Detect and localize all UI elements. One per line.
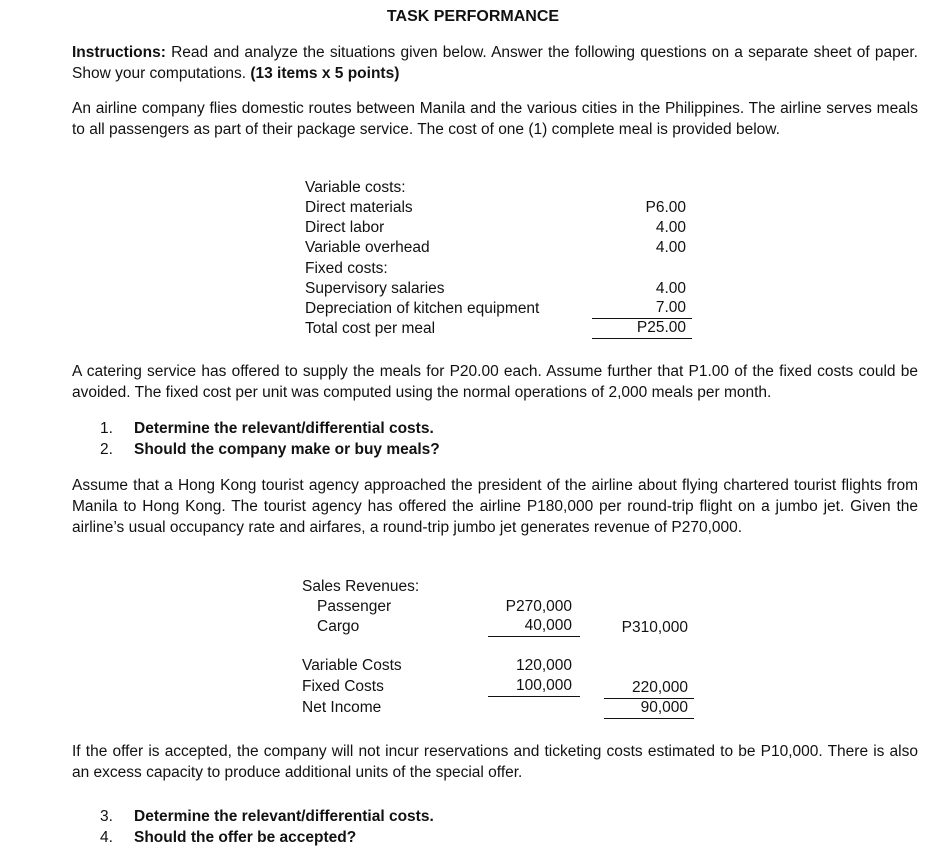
catering-paragraph: A catering service has offered to supply the meals for P20.00 each. Assume further that P1.00 of the fixed costs could be avoided. The fixed cost per unit was computed using the normal operations of 2,000 meals per month. [72,363,918,401]
costs-total-value [604,677,694,699]
question-item [100,418,440,439]
direct-labor-value: 4.00 [655,219,686,236]
instructions [72,42,918,84]
question-text: Determine the relevant/differential costs. [134,808,434,825]
question-number: 1. [100,420,113,437]
question-text: Determine the relevant/differential costs. [134,420,434,437]
depreciation-label: Depreciation of kitchen equipment [305,300,540,317]
sales-revenues-header: Sales Revenues: [302,578,420,595]
net-income-amount: 90,000 [640,699,688,716]
fixed-costs-header: Fixed costs: [305,260,388,277]
depreciation-amount: 7.00 [655,299,686,316]
direct-labor-label: Direct labor [305,219,385,236]
offer-paragraph: If the offer is accepted, the company will not incur reservations and ticketing costs estimated to be P10,000. There is also an excess capacity to produce additional units of the special offer. [72,743,918,781]
passenger-value: P270,000 [505,598,572,615]
cargo-value [488,615,580,637]
depreciation-value [592,297,692,319]
cargo-amount: 40,000 [524,617,572,634]
fixed-costs-amount: 100,000 [515,677,572,694]
instructions-text: Read and analyze the situations given below. Answer the following questions on a separate sheet of paper. Show your computations. [72,44,918,82]
supervisory-salaries-label: Supervisory salaries [305,280,445,297]
net-income-value [604,697,694,719]
total-cost-amount: P25.00 [636,319,686,336]
question-text: Should the offer be accepted? [134,829,357,846]
variable-costs-value: 120,000 [515,657,572,674]
sales-total-value: P310,000 [621,619,688,636]
cargo-label: Cargo [317,618,360,635]
passenger-label: Passenger [317,598,392,615]
hongkong-paragraph: Assume that a Hong Kong tourist agency approached the president of the airline about flying chartered tourist flights from Manila to Hong Kong. The tourist agency has offered the airline P180,000 per round-trip flight on a jumbo jet. Given the airline’s usual occupancy rate and airfares, a round-trip jumbo jet generates revenue of P270,000. [72,477,918,536]
variable-overhead-value: 4.00 [655,239,686,256]
question-number: 2. [100,441,113,458]
fixed-costs-label: Fixed Costs [302,678,384,695]
fixed-costs-value [488,675,580,697]
question-text: Should the company make or buy meals? [134,441,440,458]
variable-costs-label: Variable Costs [302,657,402,674]
direct-materials-value: P6.00 [645,199,686,216]
question-number: 3. [100,808,113,825]
variable-costs-header: Variable costs: [305,179,406,196]
instructions-label: Instructions: [72,44,166,61]
intro-paragraph: An airline company flies domestic routes between Manila and the various cities in the Philippines. The airline serves meals to all passengers as part of their package service. The cost of one (1) complete meal is provided below. [72,100,918,138]
question-item [100,827,434,848]
question-item [100,439,440,460]
total-cost-value [592,317,692,339]
direct-materials-label: Direct materials [305,199,413,216]
costs-total-amount: 220,000 [631,679,688,696]
instructions-points: (13 items x 5 points) [250,65,400,82]
net-income-label: Net Income [302,699,382,716]
question-list-2 [100,806,434,848]
question-item [100,806,434,827]
question-list-1 [100,418,440,460]
question-number: 4. [100,829,113,846]
supervisory-salaries-value: 4.00 [655,280,686,297]
variable-overhead-label: Variable overhead [305,239,430,256]
total-cost-label: Total cost per meal [305,320,436,337]
page-title: TASK PERFORMANCE [386,8,560,25]
